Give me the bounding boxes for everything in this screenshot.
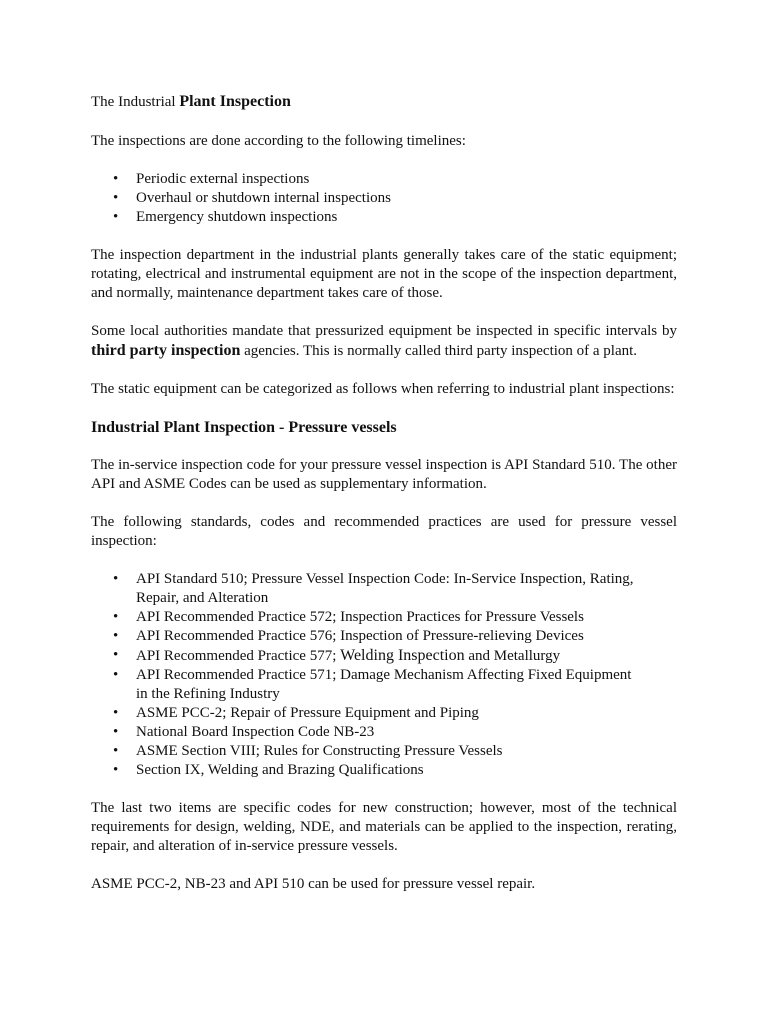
paragraph-repair: ASME PCC-2, NB-23 and API 510 can be used for pressure vessel repair. <box>91 876 536 892</box>
paragraph-standards-intro: The following standards, codes and recommended practices are used for pressure vessel inspection: <box>91 514 677 549</box>
list-item: • API Standard 510; Pressure Vessel Inspection Code: In-Service Inspection, Rating, Repair, and Alteration <box>113 571 634 606</box>
third-party-inspection-link[interactable]: third party inspection <box>91 342 241 359</box>
list-item: • Periodic external inspections <box>113 171 310 187</box>
bullet-icon: • <box>113 705 119 721</box>
paragraph-code: The in-service inspection code for your pressure vessel inspection is API Standard 510. The other API and ASME Codes can be used as supplementary information. <box>91 457 677 492</box>
bullet-icon: • <box>113 571 119 587</box>
list-item: • API Recommended Practice 576; Inspection of Pressure-relieving Devices <box>113 628 584 644</box>
title-prefix: The Industrial <box>91 94 180 110</box>
title-bold: Plant Inspection <box>179 93 291 110</box>
bullet-icon: • <box>113 628 119 644</box>
section-heading: Industrial Plant Inspection - Pressure vessels <box>91 419 397 436</box>
paragraph-static-equipment: The static equipment can be categorized as follows when referring to industrial plant inspections: <box>91 381 675 397</box>
paragraph-authorities: Some local authorities mandate that pressurized equipment be inspected in specific intervals by third party inspection agencies. This is normally called third party inspection of a plant. <box>91 323 677 359</box>
bullet-icon: • <box>113 762 119 778</box>
bullet-icon: • <box>113 647 119 663</box>
paragraph-department: The inspection department in the industrial plants generally takes care of the static equipment; rotating, electrical and instrumental equipment are not in the scope of the inspection department, and normally, maintenance department takes care of those. <box>91 247 677 301</box>
list-item: • API Recommended Practice 577; Welding Inspection and Metallurgy <box>113 647 561 664</box>
document-title <box>91 92 677 112</box>
standards-list <box>91 570 677 780</box>
bullet-icon: • <box>113 171 119 187</box>
list-item: • API Recommended Practice 571; Damage Mechanism Affecting Fixed Equipment in the Refining Industry <box>113 667 632 702</box>
paragraph-last-two: The last two items are specific codes for new construction; however, most of the technical requirements for design, welding, NDE, and materials can be applied to the inspection, rerating, repair, and alteration of in-service pressure vessels. <box>91 800 677 854</box>
list-item: • Emergency shutdown inspections <box>113 209 338 225</box>
list-item: • National Board Inspection Code NB-23 <box>113 724 375 740</box>
bullet-icon: • <box>113 724 119 740</box>
list-item: • ASME Section VIII; Rules for Constructing Pressure Vessels <box>113 743 503 759</box>
document-page <box>91 92 677 913</box>
list-item: • ASME PCC-2; Repair of Pressure Equipment and Piping <box>113 705 479 721</box>
bullet-icon: • <box>113 743 119 759</box>
list-item: • API Recommended Practice 572; Inspection Practices for Pressure Vessels <box>113 609 584 625</box>
bullet-icon: • <box>113 209 119 225</box>
welding-inspection-link[interactable]: Welding Inspection <box>340 647 465 664</box>
bullet-icon: • <box>113 190 119 206</box>
timelines-list <box>91 170 677 227</box>
bullet-icon: • <box>113 667 119 683</box>
list-item: • Overhaul or shutdown internal inspections <box>113 190 391 206</box>
bullet-icon: • <box>113 609 119 625</box>
list-item: • Section IX, Welding and Brazing Qualifications <box>113 762 424 778</box>
paragraph-timelines: The inspections are done according to the following timelines: <box>91 133 466 149</box>
